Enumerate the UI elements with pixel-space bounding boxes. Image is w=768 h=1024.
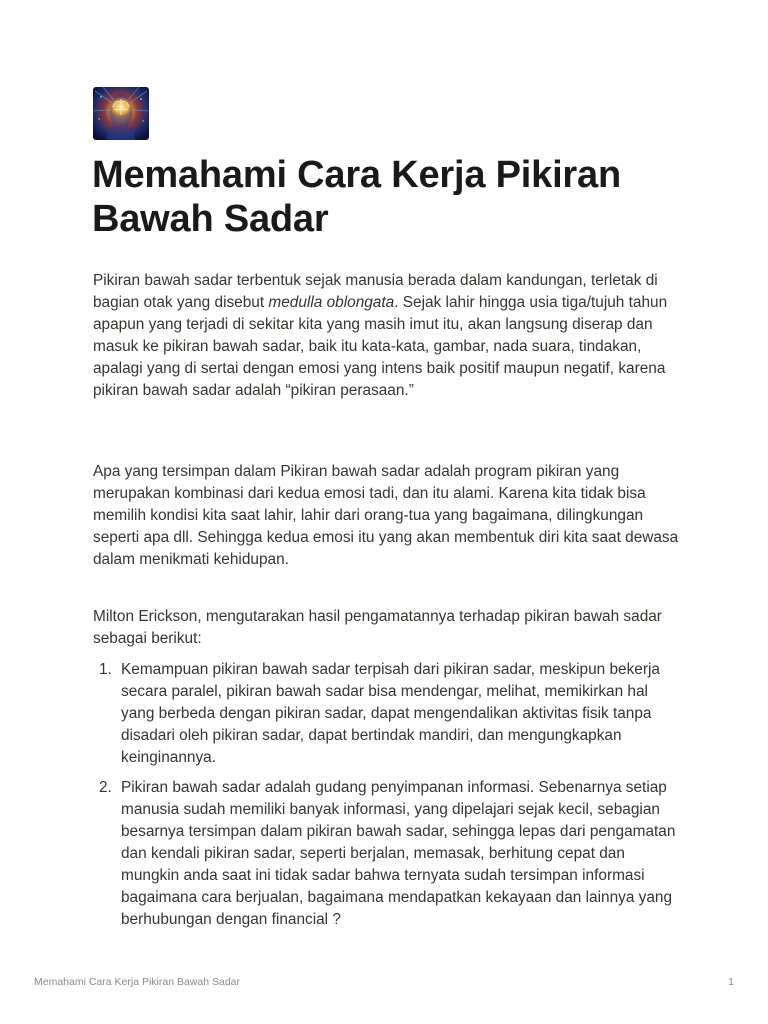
paragraph-intro-part2: . Sejak lahir hingga usia tiga/tujuh tahun apapun yang terjadi di sekitar kita yang masih imut itu, akan langsung diserap dan masuk ke pikiran bawah sadar, baik itu kata-kata, gambar, nada suara, tindakan, apalagi yang di sertai dengan emosi yang intens baik positif maupun negatif, karena pikiran bawah sadar adalah “pikiran perasaan.”	[93, 294, 668, 399]
list-item-text: Pikiran bawah sadar adalah gudang penyimpanan informasi. Sebenarnya setiap manusia sudah memiliki banyak informasi, yang dipelajari sejak kecil, sebagian besarnya tersimpan dalam pikiran bawah sadar, sehingga lepas dari pengamatan dan kendali pikiran sadar, seperti berjalan, memasak, berhitung cepat dan mungkin anda saat ini tidak sadar bahwa ternyata sudah tersimpan informasi bagaimana cara berjualan, bagaimana mendapatkan kekayaan dan lainnya yang berhubungan dengan financial ?	[121, 779, 676, 928]
paragraph-intro-emphasis: medulla oblongata	[268, 294, 395, 311]
footer-page-number: 1	[728, 976, 734, 988]
list-item-marker: 2.	[99, 779, 112, 796]
page-title	[92, 153, 692, 241]
page-title-line-2: Bawah Sadar	[92, 198, 329, 240]
numbered-list	[93, 659, 685, 931]
list-item	[93, 659, 685, 769]
paragraph-erickson: Milton Erickson, mengutarakan hasil pengamatannya terhadap pikiran bawah sadar sebagai berikut:	[93, 608, 662, 647]
footer-document-title: Memahami Cara Kerja Pikiran Bawah Sadar	[34, 976, 241, 988]
paragraph-program: Apa yang tersimpan dalam Pikiran bawah sadar adalah program pikiran yang merupakan kombinasi dari kedua emosi tadi, dan itu alami. Karena kita tidak bisa memilih kondisi kita saat lahir, lahir dari orang-tua yang bagaimana, dilingkungan seperti apa dll. Sehingga kedua emosi itu yang akan membentuk diri kita saat dewasa dalam menikmati kehidupan.	[93, 463, 679, 568]
paragraph-intro	[93, 270, 685, 402]
list-item-text: Kemampuan pikiran bawah sadar terpisah dari pikiran sadar, meskipun bekerja secara paralel, pikiran bawah sadar bisa mendengar, melihat, memikirkan hal yang berbeda dengan pikiran sadar, dapat mengendalikan aktivitas fisik tanpa disadari oleh pikiran sadar, dapat bertindak mandiri, dan mengungkapkan keinginannya.	[121, 661, 660, 766]
list-item	[93, 777, 685, 931]
page-title-line-1: Memahami Cara Kerja Pikiran	[92, 154, 621, 196]
paragraph-intro-part1: Pikiran bawah sadar terbentuk sejak manusia berada dalam kandungan, terletak di bagian otak yang disebut	[93, 272, 658, 311]
brain-glow-icon	[93, 87, 149, 140]
list-item-marker: 1.	[99, 661, 112, 678]
